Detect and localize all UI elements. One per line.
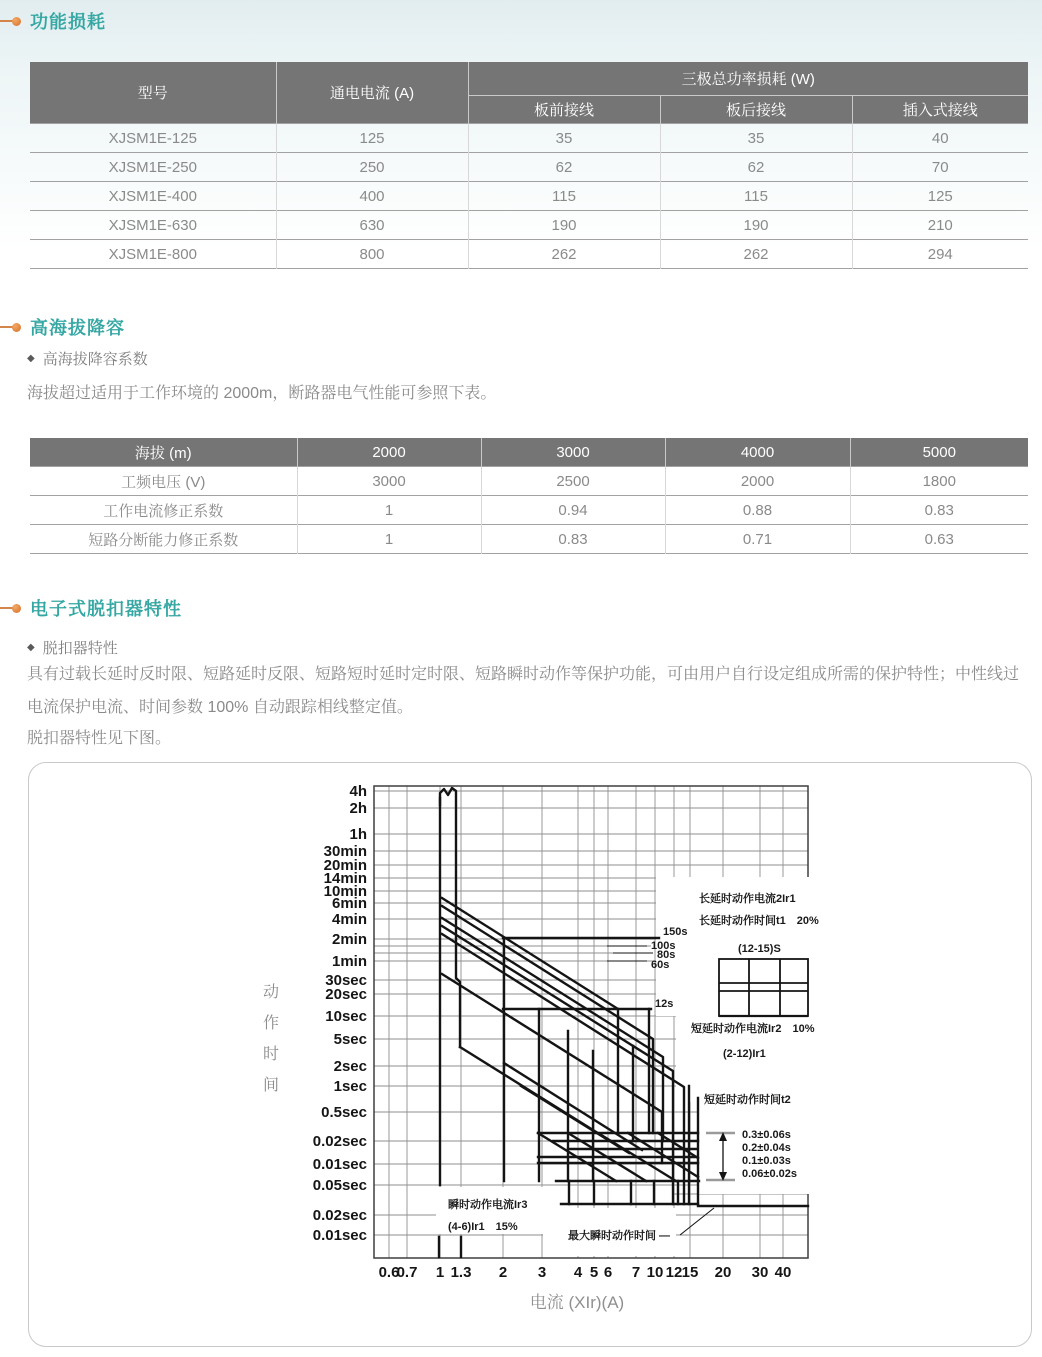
svg-text:12: 12: [665, 1264, 683, 1281]
svg-text:2h: 2h: [349, 800, 367, 817]
cell-value: 1: [297, 525, 481, 554]
table-row: [30, 240, 1028, 269]
svg-text:20: 20: [714, 1264, 732, 1281]
svg-text:3: 3: [537, 1264, 547, 1281]
cell-model: XJSM1E-400: [30, 182, 276, 211]
cell-value: 630: [276, 211, 468, 240]
column-header-group: 三极总功率损耗 (W): [468, 62, 1028, 96]
section-altitude-title-row: [0, 314, 125, 340]
cell-value: 0.83: [850, 496, 1028, 525]
cell-value: 190: [468, 211, 660, 240]
column-header-5000: 5000: [850, 438, 1028, 467]
svg-text:间: 间: [262, 1077, 280, 1094]
cell-value: 2500: [481, 467, 665, 496]
svg-text:1h: 1h: [349, 826, 367, 843]
cell-value: 115: [468, 182, 660, 211]
svg-text:2min: 2min: [331, 931, 367, 948]
y-axis-tick-labels: [313, 783, 367, 1244]
svg-text:时: 时: [262, 1046, 280, 1063]
svg-text:0.05sec: 0.05sec: [312, 1177, 367, 1194]
annotation-tolerance-2: 0.2±0.04s: [742, 1142, 791, 1154]
annotation-long-delay-time: 长延时动作时间t1 20%: [699, 915, 819, 927]
cell-value: 262: [660, 240, 852, 269]
step-vertical: [569, 1181, 678, 1204]
trip-curve-figure: [28, 762, 1032, 1347]
cell-value: 1: [297, 496, 481, 525]
svg-text:14min: 14min: [323, 870, 367, 887]
annotation-instantaneous-current: 瞬时动作电流Ir3: [448, 1199, 528, 1211]
svg-text:1sec: 1sec: [333, 1078, 367, 1095]
cell-value: 800: [276, 240, 468, 269]
annotation-short-delay-current: 短延时动作电流Ir2 10%: [691, 1023, 815, 1035]
svg-text:10: 10: [646, 1264, 664, 1281]
svg-text:1: 1: [435, 1264, 445, 1281]
svg-text:30sec: 30sec: [325, 972, 367, 989]
column-header-plugin: 插入式接线: [852, 96, 1028, 124]
cell-value: 62: [468, 153, 660, 182]
section-trip-unit-title-row: [0, 595, 182, 621]
annotation-short-delay-range-s: (12-15)S: [738, 943, 781, 955]
svg-text:2sec: 2sec: [333, 1058, 367, 1075]
x-axis-tick-labels: [379, 1264, 792, 1281]
svg-text:2: 2: [498, 1264, 508, 1281]
svg-text:4h: 4h: [349, 783, 367, 800]
inverse-time-curve: [442, 898, 618, 1009]
y-axis-title: [263, 983, 279, 1094]
svg-text:7: 7: [631, 1264, 641, 1281]
annotation-tolerance-1: 0.3±0.06s: [742, 1129, 791, 1141]
svg-text:0.02sec: 0.02sec: [312, 1133, 367, 1150]
cell-value: 262: [468, 240, 660, 269]
cell-value: 3000: [297, 467, 481, 496]
annotation-tolerance-3: 0.1±0.03s: [742, 1155, 791, 1167]
svg-text:20sec: 20sec: [325, 986, 367, 1003]
altitude-paragraph: 海拔超过适用于工作环境的 2000m，断路器电气性能可参照下表。: [27, 385, 497, 402]
cell-value: 1800: [850, 467, 1028, 496]
section-title-power-loss: 功能损耗: [30, 12, 106, 32]
svg-text:1.3: 1.3: [450, 1264, 472, 1281]
svg-text:5sec: 5sec: [333, 1031, 367, 1048]
cell-value: 0.63: [850, 525, 1028, 554]
diamond-bullet-icon: ◆: [27, 642, 35, 653]
altitude-subtitle: [27, 348, 148, 369]
bullet-dot-icon: [12, 604, 21, 613]
cell-value: 210: [852, 211, 1028, 240]
annotation-150s: 150s: [663, 926, 688, 938]
altitude-subtitle-text: 高海拔降容系数: [42, 351, 148, 368]
column-header-front: 板前接线: [468, 96, 660, 124]
svg-text:0.02sec: 0.02sec: [312, 1207, 367, 1224]
svg-text:0.01sec: 0.01sec: [312, 1227, 367, 1244]
column-header-current: 通电电流 (A): [276, 62, 468, 124]
svg-text:0.5sec: 0.5sec: [321, 1104, 367, 1121]
annotation-tolerance-4: 0.06±0.02s: [742, 1168, 797, 1180]
cell-value: 0.94: [481, 496, 665, 525]
table-header-row: [30, 62, 1028, 96]
power-loss-table: [30, 62, 1028, 269]
section-title-altitude: 高海拔降容: [30, 318, 125, 338]
trip-unit-paragraph-2: 脱扣器特性见下图。: [27, 730, 172, 747]
table-row: [30, 124, 1028, 153]
trip-curve-chart: [29, 763, 1031, 1346]
inverse-time-curve: [442, 918, 663, 1141]
svg-text:0.01sec: 0.01sec: [312, 1156, 367, 1173]
annotation-short-delay-time: 短延时动作时间t2: [704, 1094, 791, 1106]
cell-value: 70: [852, 153, 1028, 182]
trip-unit-subtitle: [27, 637, 118, 658]
annotation-12s: 12s: [655, 998, 674, 1010]
svg-text:15: 15: [681, 1264, 699, 1281]
table-row: [30, 182, 1028, 211]
inverse-time-curve: [442, 906, 653, 1133]
svg-text:0.6: 0.6: [378, 1264, 400, 1281]
table-header-row: [30, 438, 1028, 467]
bullet-dot-icon: [12, 323, 21, 332]
cell-model: XJSM1E-800: [30, 240, 276, 269]
svg-text:4min: 4min: [331, 911, 367, 928]
trip-unit-paragraph-1: 具有过载长延时反时限、短路延时反限、短路短时延时定时限、短路瞬时动作等保护功能，可由用户自行设定组成所需的保护特性；中性线过电流保护电流、时间参数 100% 自动跟踪相线整定值。: [27, 666, 1020, 716]
cell-value: 190: [660, 211, 852, 240]
altitude-table: [30, 438, 1028, 554]
table-row: [30, 467, 1028, 496]
svg-text:20min: 20min: [323, 857, 367, 874]
cell-value: 115: [660, 182, 852, 211]
annotation-100s: 100s: [651, 940, 676, 952]
svg-text:1min: 1min: [331, 953, 367, 970]
callout-line: [680, 1208, 714, 1235]
annotation-max-instantaneous-time: 最大瞬时动作时间 —: [568, 1230, 671, 1242]
table-row: [30, 153, 1028, 182]
cell-label: 工作电流修正系数: [30, 496, 297, 525]
callout-line: [607, 946, 653, 961]
cell-value: 40: [852, 124, 1028, 153]
column-header-rear: 板后接线: [660, 96, 852, 124]
column-header-3000: 3000: [481, 438, 665, 467]
cell-model: XJSM1E-630: [30, 211, 276, 240]
cell-value: 0.83: [481, 525, 665, 554]
cell-model: XJSM1E-250: [30, 153, 276, 182]
annotation-instantaneous-range: (4-6)Ir1 15%: [448, 1221, 518, 1233]
svg-text:10min: 10min: [323, 883, 367, 900]
annotation-60s: 60s: [651, 959, 670, 971]
table-row: [30, 211, 1028, 240]
annotation-long-delay-current: 长延时动作电流2Ir1: [699, 893, 796, 905]
cell-value: 294: [852, 240, 1028, 269]
annotation-short-delay-range: (2-12)Ir1: [723, 1048, 766, 1060]
step-vertical: [439, 1237, 461, 1257]
cell-value: 250: [276, 153, 468, 182]
table-row: [30, 496, 1028, 525]
column-header-4000: 4000: [665, 438, 850, 467]
cell-label: 短路分断能力修正系数: [30, 525, 297, 554]
svg-text:5: 5: [589, 1264, 599, 1281]
svg-text:30min: 30min: [323, 843, 367, 860]
column-header-model: 型号: [30, 62, 276, 124]
svg-text:4: 4: [573, 1264, 583, 1281]
section-power-loss-title-row: [0, 8, 106, 34]
cell-value: 125: [852, 182, 1028, 211]
svg-text:作: 作: [262, 1015, 280, 1032]
diamond-bullet-icon: ◆: [27, 353, 35, 364]
svg-text:6min: 6min: [331, 895, 367, 912]
cell-value: 0.71: [665, 525, 850, 554]
column-header-2000: 2000: [297, 438, 481, 467]
cell-value: 62: [660, 153, 852, 182]
cell-value: 0.88: [665, 496, 850, 525]
cell-value: 2000: [665, 467, 850, 496]
cell-value: 35: [660, 124, 852, 153]
column-header-altitude: 海拔 (m): [30, 438, 297, 467]
cell-value: 400: [276, 182, 468, 211]
trip-unit-subtitle-text: 脱扣器特性: [42, 640, 118, 657]
cell-value: 125: [276, 124, 468, 153]
section-title-trip-unit: 电子式脱扣器特性: [30, 599, 182, 619]
svg-text:6: 6: [603, 1264, 613, 1281]
table-row: [30, 525, 1028, 554]
x-axis-title: 电流 (XIr)(A): [529, 1293, 625, 1312]
cell-label: 工频电压 (V): [30, 467, 297, 496]
svg-text:10sec: 10sec: [325, 1008, 367, 1025]
svg-text:30: 30: [751, 1264, 769, 1281]
svg-text:0.7: 0.7: [396, 1264, 418, 1281]
cell-value: 35: [468, 124, 660, 153]
svg-text:40: 40: [774, 1264, 792, 1281]
bullet-dot-icon: [12, 17, 21, 26]
annotation-80s: 80s: [657, 949, 676, 961]
cell-model: XJSM1E-125: [30, 124, 276, 153]
svg-text:动: 动: [262, 984, 280, 1001]
